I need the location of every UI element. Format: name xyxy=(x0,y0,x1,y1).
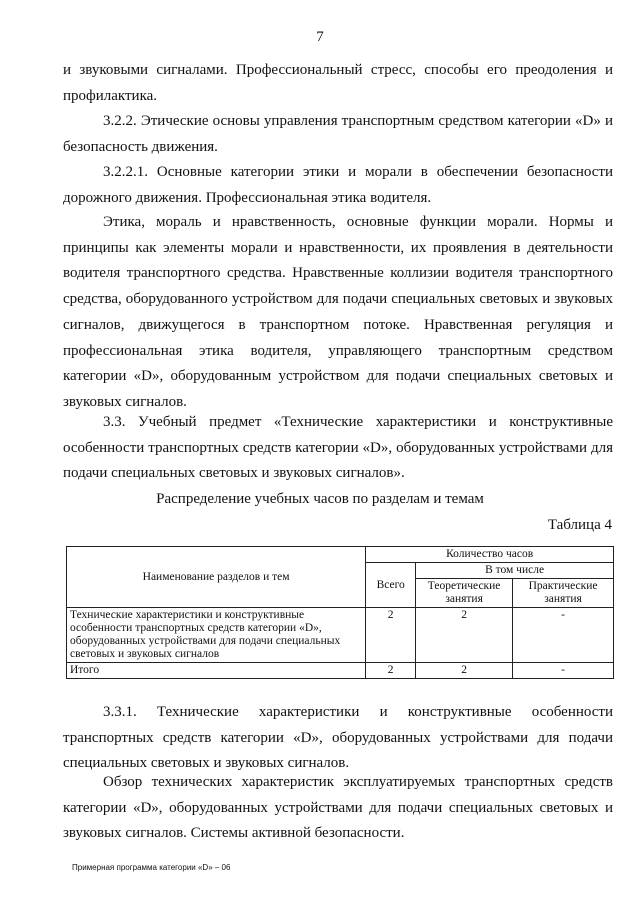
row-total: 2 xyxy=(366,663,416,679)
row-total: 2 xyxy=(366,608,416,663)
row-theory: 2 xyxy=(416,663,513,679)
paragraph-overview: Обзор технических характеристик эксплуатируемых транспортных средств категории «D», оборудованных устройствами для подачи специальных световых и звуковых сигналов. Системы активной безопасности. xyxy=(63,774,613,842)
table-row-total xyxy=(67,663,614,679)
header-practice: Практические занятия xyxy=(513,579,614,608)
paragraph-stress: и звуковыми сигналами. Профессиональный стресс, способы его преодоления и профилактика. xyxy=(63,62,613,104)
section-3-3-heading: 3.3. Учебный предмет «Технические характеристики и конструктивные особенности транспортных средств категории «D», оборудованных устройствами для подачи специальных световых и звуковых сигналов». xyxy=(63,414,613,482)
table-row xyxy=(67,608,614,663)
header-section-name: Наименование разделов и тем xyxy=(67,547,366,608)
footer-note: Примерная программа категории «D» – 06 xyxy=(72,863,231,872)
row-name: Технические характеристики и конструктивные особенности транспортных средств категории «D», оборудованных устройствами для подачи специальных световых и звуковых сигналов xyxy=(67,608,366,663)
table-label: Таблица 4 xyxy=(547,517,612,533)
table-caption: Распределение учебных часов по разделам и темам xyxy=(156,491,484,507)
paragraph-ethics: Этика, мораль и нравственность, основные функции морали. Нормы и принципы как элементы морали и нравственности, их проявления в деятельности водителя транспортного средства. Нравственные коллизии водителя транспортного средства, оборудованного устройством для подачи специальных световых и звуковых сигналов, движущегося в транспортном потоке. Нравственная регуляция и профессиональная этика водителя, управляющего транспортным средством категории «D», оборудованным устройством для подачи специальных световых и звуковых сигналов. xyxy=(63,214,613,410)
row-practice: - xyxy=(513,608,614,663)
header-theory: Теоретические занятия xyxy=(416,579,513,608)
page-number: 7 xyxy=(316,29,324,45)
row-name: Итого xyxy=(67,663,366,679)
section-3-3-1-heading: 3.3.1. Технические характеристики и конструктивные особенности транспортных средств категории «D», оборудованных устройствами для подачи специальных световых и звуковых сигналов. xyxy=(63,704,613,772)
row-theory: 2 xyxy=(416,608,513,663)
row-practice: - xyxy=(513,663,614,679)
header-including: В том числе xyxy=(416,563,614,579)
header-hours-count: Количество часов xyxy=(366,547,614,563)
header-total: Всего xyxy=(366,563,416,608)
section-3-2-2-1-heading: 3.2.2.1. Основные категории этики и морали в обеспечении безопасности дорожного движения. Профессиональная этика водителя. xyxy=(63,164,613,206)
hours-table xyxy=(66,546,614,679)
section-3-2-2-heading: 3.2.2. Этические основы управления транспортным средством категории «D» и безопасность движения. xyxy=(63,113,613,155)
